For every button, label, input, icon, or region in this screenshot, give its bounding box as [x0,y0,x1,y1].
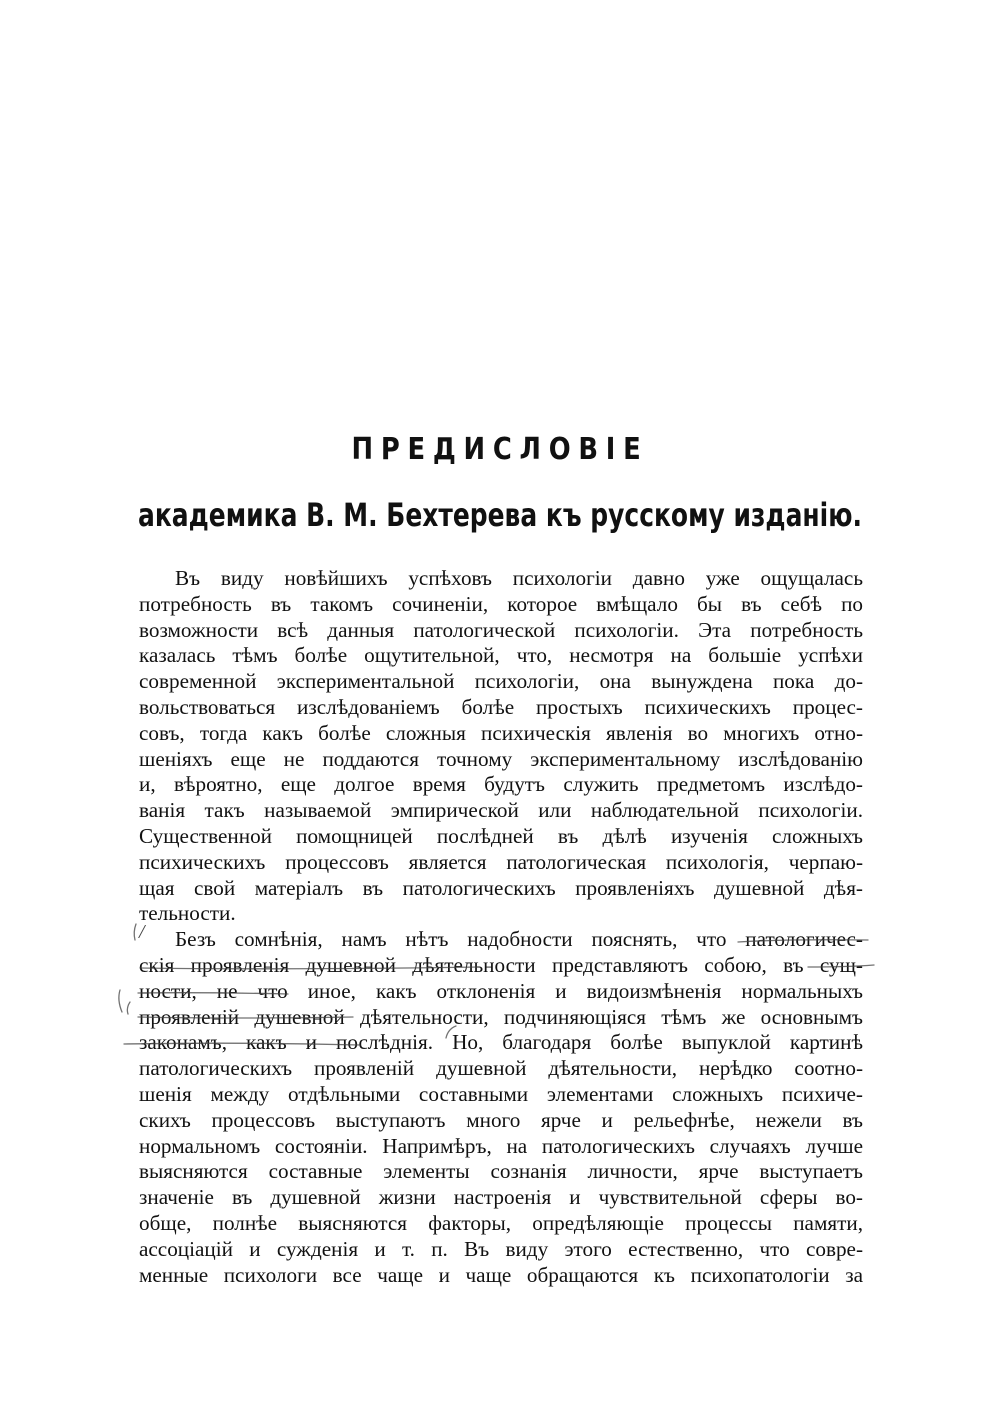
text-line: шеніяхъ еще не поддаются точному экспериментальному изслѣдованію [139,746,863,771]
page-title: ПРЕДИСЛОВІЕ [351,432,649,467]
text-line: законамъ, какъ и послѣднія. Но, благодаря болѣе выпуклой картинѣ [139,1030,863,1055]
text-line: нормальномъ состояніи. Напримѣръ, на патологическихъ случаяхъ лучше [139,1133,863,1158]
text-line: потребность въ такомъ сочиненіи, которое вмѣщало бы въ себѣ по [139,591,863,616]
text-line: казалась тѣмъ болѣе ощутительной, что, несмотря на большіе успѣхи [139,643,863,668]
text-line: выясняются составные элементы сознанія личности, ярче выступаетъ [139,1159,863,1184]
text-line: патологическихъ проявленій душевной дѣятельности, нерѣдко соотно- [139,1056,863,1081]
text-line: тельности. [139,901,236,926]
text-line: ванія такъ называемой эмпирической или наблюдательной психологіи. [139,798,863,823]
text-line: современной экспериментальной психологіи, она вынуждена пока до- [139,669,863,694]
paragraph-1 [139,566,863,927]
paragraph-2 [139,927,863,1288]
text-line: шенія между отдѣльными составными элементами сложныхъ психиче- [139,1081,863,1106]
body-text [139,566,863,1288]
text-line: и, вѣроятно, еще долгое время будутъ служить предметомъ изслѣдо- [139,772,863,797]
text-line: щая свой матеріалъ въ патологическихъ проявленіяхъ душевной дѣя- [139,875,863,900]
text-line: возможности всѣ данныя патологической психологіи. Эта потребность [139,617,863,642]
text-line: Безъ сомнѣнія, намъ нѣтъ надобности пояснять, что патологичес- [175,927,863,952]
page-subtitle: академика В. М. Бехтерева къ русскому изданію. [138,496,862,534]
text-line: обще, полнѣе выясняются факторы, опредѣляющіе процессы памяти, [139,1210,863,1235]
text-line: менные психологи все чаще и чаще обращаются къ психопатологіи за [139,1262,863,1287]
text-line: значеніе въ душевной жизни настроенія и чувствительной сферы во- [139,1185,863,1210]
pencil-stroke [134,924,136,940]
text-line: психическихъ процессовъ является патологическая психологія, черпаю- [139,849,863,874]
text-line: Въ виду новѣйшихъ успѣховъ психологіи давно уже ощущалась [175,566,863,590]
text-line: вольствоваться изслѣдованіемъ болѣе простыхъ психическихъ процес- [139,694,863,719]
text-line: скихъ процессовъ выступаютъ много ярче и рельефнѣе, нежели въ [139,1107,863,1132]
text-line: ассоціацій и сужденія и т. п. Въ виду этого естественно, что совре- [139,1236,863,1261]
text-line: совъ, тогда какъ болѣе сложныя психическія явленія во многихъ отно- [139,720,863,745]
pencil-stroke [119,990,122,1012]
text-line: проявленій душевной дѣятельности, подчиняющіяся тѣмъ же основнымъ [139,1004,863,1029]
text-line: скія проявленія душевной дѣятельности представляютъ собою, въ сущ- [139,952,863,977]
text-line: Существенной помощницей послѣдней въ дѣлѣ изученія сложныхъ [139,823,863,848]
text-line: ности, не что иное, какъ отклоненія и видоизмѣненія нормальныхъ [139,978,863,1003]
pencil-stroke [127,1002,130,1014]
margin-note: / [139,921,145,943]
